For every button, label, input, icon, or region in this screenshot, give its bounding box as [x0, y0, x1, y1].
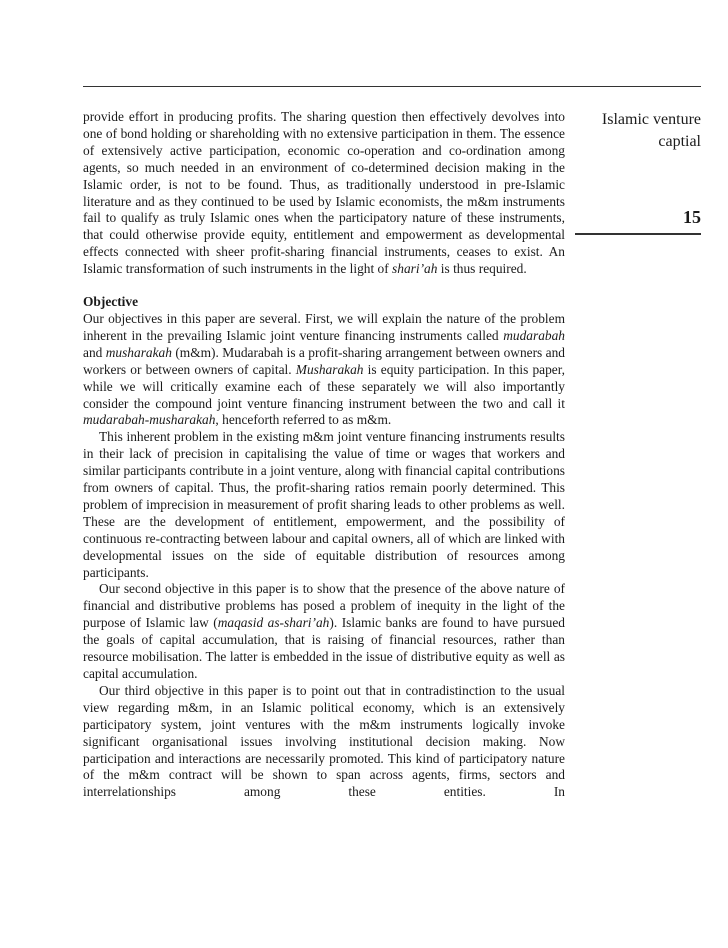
running-title	[575, 109, 701, 153]
page-number-rule	[575, 233, 701, 235]
paragraph-third-objective: Our third objective in this paper is to point out that in contradistinction to the usual view regarding m&m, in an Islamic political economy, which is an extensively participatory system, joint ventures with the m&m instruments logically invoke significant organisational issues involving institutional decision making. Now participation and interactions are necessarily promoted. This kind of participatory nature of the m&m contract will be shown to span across agents, firms, sectors and interrelationships among these entities. In	[83, 682, 565, 800]
italic-term: mudarabah-musharakah	[83, 412, 216, 428]
text-run: and	[83, 344, 106, 360]
italic-term: musharakah	[105, 344, 172, 360]
text-run: ). Islamic banks are found to have pursued the goals of capital accumulation, that is raising of financial resources, rather than resource mobilisation. The latter is embedded in the issue of distributive equity as well as capital accumulation.	[83, 615, 565, 681]
section-heading: Objective	[83, 294, 139, 310]
paragraph-continuation	[83, 109, 565, 278]
paragraph-second-objective	[83, 581, 565, 682]
italic-term: shari’ah	[392, 261, 438, 277]
header-rule	[83, 86, 701, 87]
running-title-line-1: Islamic venture	[601, 111, 701, 128]
text-run: is equity participation. In this paper, while we will critically examine each of these separately we will also importantly consider the compound joint venture financing instrument between the two and call it	[83, 361, 565, 411]
paragraph-inherent-problem: This inherent problem in the existing m&m joint venture financing instruments results in their lack of precision in capitalising the value of time or wages that workers and similar participants contribute in a joint venture, along with financial capital contributions from owners of capital. Thus, the profit-sharing ratios remain poorly determined. This problem of imprecision in measurement of profit sharing leads to other problems as well. These are the development of entitlement, empowerment, and the possibility of continuous re-contracting between labour and capital owners, all of which are linked with developmental issues on the side of equitable distribution of resources among participants.	[83, 429, 565, 580]
text-run: , henceforth referred to as m&m.	[215, 412, 392, 428]
paragraph-objectives-intro	[83, 311, 565, 429]
text-run: Our objectives in this paper are several. First, we will explain the nature of the problem inherent in the prevailing Islamic joint venture financing instruments called	[83, 310, 565, 343]
text-run: is thus required.	[437, 261, 527, 277]
italic-term: Musharakah	[295, 361, 364, 377]
page-number: 15	[683, 207, 701, 227]
text-run: (m&m). Mudarabah is a profit-sharing arrangement between owners and workers or between owners of capital.	[83, 344, 565, 377]
main-text-column	[83, 109, 565, 801]
text-run: Our second objective in this paper is to show that the presence of the above nature of financial and distributive problems has posed a problem of inequity in the light of the purpose of Islamic law (	[83, 581, 565, 631]
text-run: provide effort in producing profits. The sharing question then effectively devolves into one of bond holding or shareholding with no extensive participation in them. The essence of extensively active participation, economic co-operation and co-ordination among agents, so much needed in an environment of co-determined decision making in the Islamic order, is not to be found. Thus, as traditionally understood in pre-Islamic literature and as they continued to be used by Islamic economists, the m&m instruments fail to qualify as truly Islamic ones when the participatory nature of these instruments, that could otherwise provide equity, entitlement and empowerment as developmental effects connected with sheer profit-sharing financial instruments, ceases to exist. An Islamic transformation of such instruments in the light of	[83, 109, 565, 277]
italic-term: mudarabah	[503, 327, 565, 343]
running-title-line-2: captial	[658, 133, 701, 150]
italic-term: maqasid as-shari’ah	[217, 615, 330, 631]
